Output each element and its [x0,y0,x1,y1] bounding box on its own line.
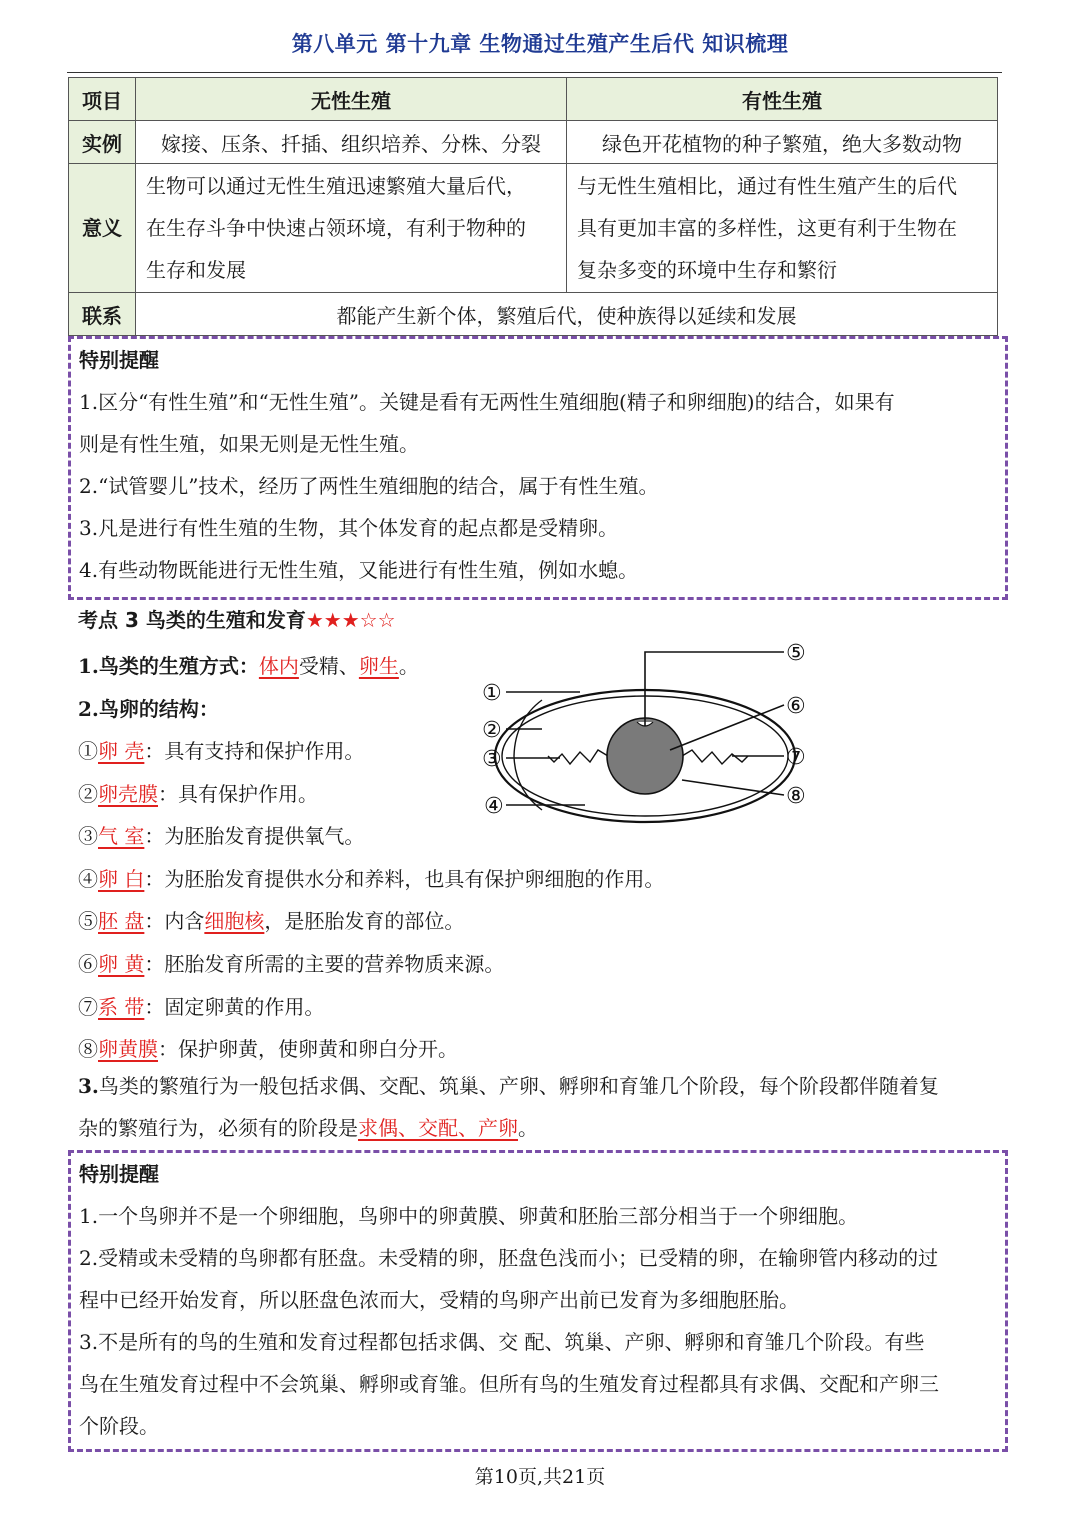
part-desc: ：为胚胎发育提供水分和养料，也具有保护卵细胞的作用。 [144,866,665,891]
part-number: ④ [78,866,98,891]
part-number: ⑥ [78,952,98,976]
behavior-number: 3. [78,1074,99,1098]
comparison-table [68,77,998,336]
cell-line: 在生存斗争中快速占领环境，有利于物种的 [146,216,526,240]
egg-part-line [78,863,664,892]
label-8: ⑧ [786,784,806,809]
label-2: ② [482,718,502,743]
part-desc: ：为胚胎发育提供氧气。 [144,824,365,849]
reminder-box-2 [68,1150,1008,1452]
egg-part-line [78,948,504,977]
part-name: 胚 盘 [98,909,145,934]
reminder-line: 1.一个鸟卵并不是一个卵细胞，鸟卵中的卵黄膜、卵黄和胚胎三部分相当于一个卵细胞。 [79,1204,859,1228]
part-name: 卵 壳 [98,739,145,763]
section-title: 考点 3 鸟类的生殖和发育 [78,608,306,632]
egg-structure-diagram [470,630,820,826]
label-1: ① [482,681,502,706]
part-desc: ：胚胎发育所需的主要的营养物质来源。 [144,952,505,976]
reminder-line: 则是有性生殖，如果无则是无性生殖。 [79,432,419,456]
header-rule [67,72,1002,73]
reminder-line: 程中已经开始发育，所以胚盘色浓而大，受精的鸟卵产出前已发育为多细胞胚胎。 [79,1288,799,1312]
reminder-line: 3.不是所有的鸟的生殖和发育过程都包括求偶、交 配、筑巢、产卵、孵卵和育雏几个阶段。有些 [79,1330,925,1354]
table-cell: 绿色开花植物的种子繁殖，绝大多数动物 [567,121,998,164]
reproduction-prefix: 1.鸟类的生殖方式： [78,654,259,678]
egg-yolk [607,718,683,794]
part-desc: ：内含 [144,909,205,934]
part-name: 气 室 [98,824,145,849]
egg-part-line [78,735,364,764]
part-name: 卵壳膜 [98,781,158,806]
reminder-line: 4.有些动物既能进行无性生殖，又能进行有性生殖，例如水螅。 [79,558,639,582]
rating-stars: ★★★☆☆ [305,608,396,632]
structure-title: 2.鸟卵的结构： [78,697,219,721]
part-desc-2: ，是胚胎发育的部位。 [264,909,465,934]
table-cell: 都能产生新个体，繁殖后代，使种族得以延续和发展 [136,293,998,336]
part-number: ② [78,781,98,806]
answer-internal: 体内 [258,654,299,678]
reminder-title: 特别提醒 [79,348,159,372]
table-cell: 嫁接、压条、扦插、组织培养、分株、分裂 [136,121,567,164]
table-header-cell: 有性生殖 [567,78,998,121]
section-heading [78,604,396,633]
reminder-line: 1.区分“有性生殖”和“无性生殖”。关键是看有无两性生殖细胞(精子和卵细胞)的结合，如果有 [79,390,895,414]
behavior-line-2 [78,1107,1008,1149]
reproduction-line [78,650,419,679]
row-label: 实例 [69,121,136,164]
table-header-cell: 项目 [69,78,136,121]
part-number: ⑧ [78,1037,98,1062]
reminder-line: 鸟在生殖发育过程中不会筑巢、孵卵或育雏。但所有鸟的生殖发育过程都具有求偶、交配和产卵三 [79,1372,939,1396]
behavior-paragraph [78,1065,1008,1149]
behavior-answer: 求偶、交配、产卵 [358,1116,518,1140]
page-number: 第10页,共21页 [474,1466,606,1488]
table-cell [136,164,567,293]
reminder-line: 2.“试管婴儿”技术，经历了两性生殖细胞的结合，属于有性生殖。 [79,474,659,498]
egg-part-line [78,905,464,934]
behavior-end: 。 [518,1116,538,1140]
reproduction-mid: 受精、 [298,654,359,678]
part-name: 卵黄膜 [98,1037,158,1062]
reminder-title: 特别提醒 [79,1162,159,1186]
table-row [69,164,998,293]
cell-line: 生存和发展 [146,258,246,282]
row-label: 联系 [69,293,136,336]
page-title: 第八单元 第十九章 生物通过生殖产生后代 知识梳理 [291,32,789,56]
part-name: 卵 白 [98,866,145,891]
behavior-text-2: 杂的繁殖行为，必须有的阶段是 [78,1116,358,1140]
cell-line: 复杂多变的环境中生存和繁衍 [577,258,837,282]
label-3: ③ [482,747,502,772]
label-6: ⑥ [786,694,806,719]
table-header-row [69,78,998,121]
row-label: 意义 [69,164,136,293]
cell-line: 具有更加丰富的多样性，这更有利于生物在 [577,216,957,240]
part-desc: ：具有保护作用。 [158,781,318,806]
part-number: ⑤ [78,909,98,934]
cell-line: 生物可以通过无性生殖迅速繁殖大量后代， [146,174,526,198]
table-header-cell: 无性生殖 [136,78,567,121]
table-row [69,121,998,164]
part-desc: ：保护卵黄，使卵黄和卵白分开。 [158,1037,458,1062]
egg-part-line [78,1033,458,1062]
part-desc: ：固定卵黄的作用。 [144,994,325,1019]
table-cell [567,164,998,293]
part-name: 卵 黄 [98,952,145,976]
egg-part-line [78,820,364,849]
part-number: ③ [78,824,98,849]
label-4: ④ [484,794,504,819]
reproduction-end: 。 [398,654,419,678]
label-5: ⑤ [786,641,806,666]
cell-line: 与无性生殖相比，通过有性生殖产生的后代 [577,174,957,198]
label-7: ⑦ [786,745,806,770]
part-extra: 细胞核 [204,909,265,934]
egg-part-line [78,991,324,1020]
answer-oviparous: 卵生 [358,654,399,678]
reminder-line: 2.受精或未受精的鸟卵都有胚盘。未受精的卵，胚盘色浅而小；已受精的卵，在输卵管内移动的过 [79,1246,939,1270]
reminder-line: 个阶段。 [79,1414,159,1438]
behavior-line-1 [78,1065,1008,1107]
part-desc: ：具有支持和保护作用。 [144,739,365,763]
egg-part-line [78,778,318,807]
reminder-box-1 [68,336,1008,600]
behavior-text-1: 鸟类的繁殖行为一般包括求偶、交配、筑巢、产卵、孵卵和育雏几个阶段，每个阶段都伴随着复 [98,1074,939,1098]
table-row [69,293,998,336]
reminder-line: 3.凡是进行有性生殖的生物，其个体发育的起点都是受精卵。 [79,516,619,540]
part-number: ⑦ [78,994,98,1019]
part-name: 系 带 [98,994,145,1019]
part-number: ① [78,739,98,763]
